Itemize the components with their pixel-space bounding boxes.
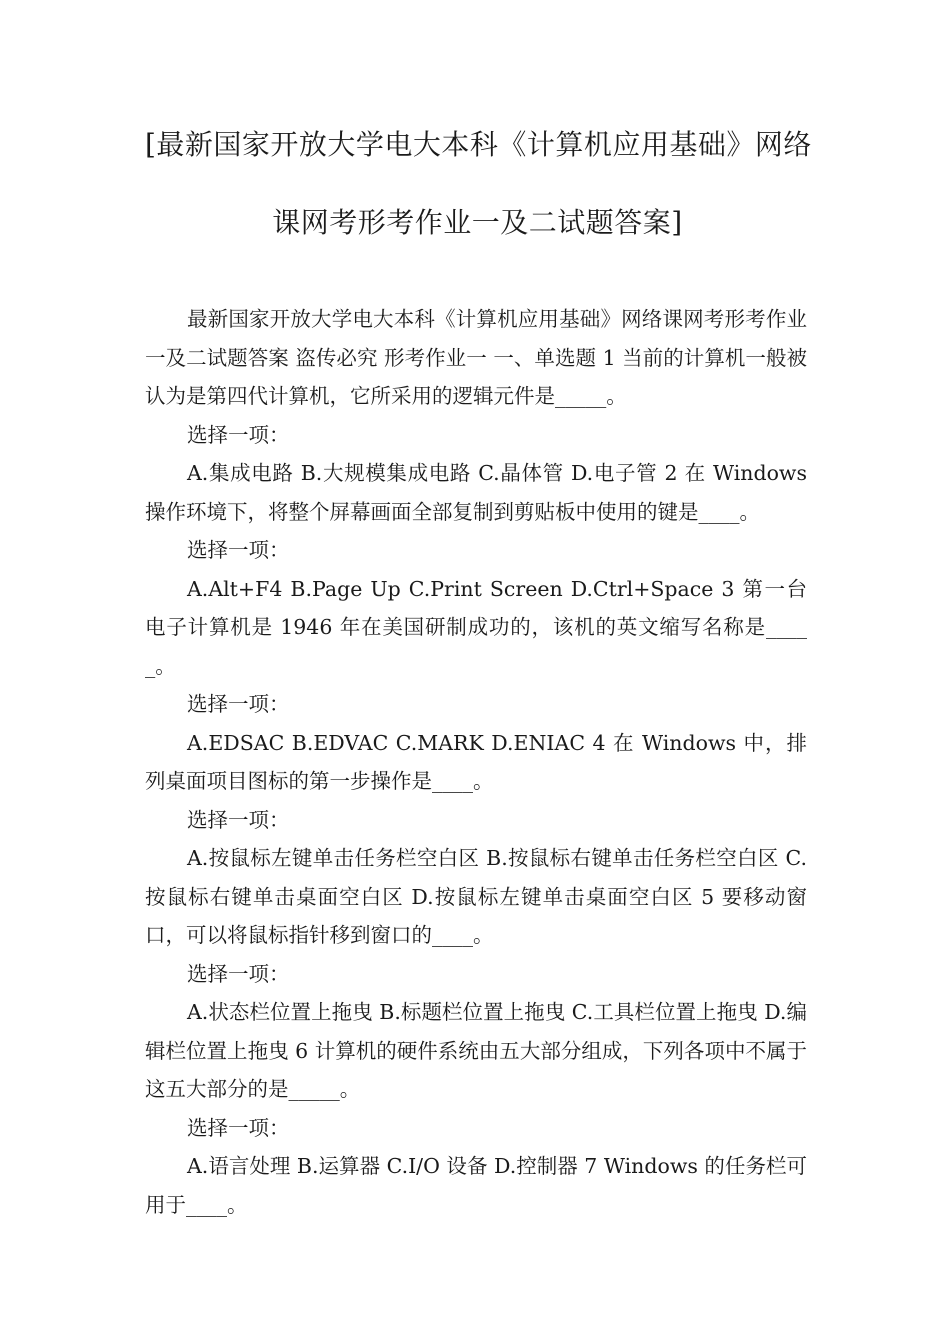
document-body xyxy=(145,300,807,1224)
question-paragraph: A.EDSAC B.EDVAC C.MARK D.ENIAC 4 在 Windows 中，排列桌面项目图标的第一步操作是____。 xyxy=(145,730,807,793)
document-title-line-1: [最新国家开放大学电大本科《计算机应用基础》网络 xyxy=(145,128,812,161)
choose-one-prompt: 选择一项： xyxy=(187,961,290,986)
question-paragraph: A.集成电路 B.大规模集成电路 C.晶体管 D.电子管 2 在 Windows 操作环境下，将整个屏幕画面全部复制到剪贴板中使用的键是____。 xyxy=(145,461,807,524)
choose-one-prompt: 选择一项： xyxy=(187,807,290,832)
choose-one-prompt: 选择一项： xyxy=(187,538,290,562)
question-paragraph: A.状态栏位置上拖曳 B.标题栏位置上拖曳 C.工具栏位置上拖曳 D.编辑栏位置上拖曳 6 计算机的硬件系统由五大部分组成，下列各项中不属于这五大部分的是_____。 xyxy=(145,1000,807,1101)
question-paragraph: A.Alt+F4 B.Page Up C.Print Screen D.Ctrl+Space 3 第一台电子计算机是 1946 年在美国研制成功的，该机的英文缩写名称是_____。 xyxy=(145,576,807,678)
question-paragraph: A.语言处理 B.运算器 C.I/O 设备 D.控制器 7 Windows 的任务栏可用于____。 xyxy=(145,1154,807,1217)
choose-one-prompt: 选择一项： xyxy=(187,422,290,447)
document-title-line-2: 课网考形考作业一及二试题答案] xyxy=(272,206,683,239)
question-paragraph: A.按鼠标左键单击任务栏空白区 B.按鼠标右键单击任务栏空白区 C.按鼠标右键单击桌面空白区 D.按鼠标左键单击桌面空白区 5 要移动窗口，可以将鼠标指针移到窗口的____。 xyxy=(145,846,807,947)
choose-one-prompt: 选择一项： xyxy=(187,692,290,716)
intro-paragraph: 最新国家开放大学电大本科《计算机应用基础》网络课网考形考作业一及二试题答案 盗传必究 形考作业一 一、单选题 1 当前的计算机一般被认为是第四代计算机，它所采用的逻辑元件是_____。 xyxy=(145,307,807,408)
choose-one-prompt: 选择一项： xyxy=(187,1115,290,1140)
